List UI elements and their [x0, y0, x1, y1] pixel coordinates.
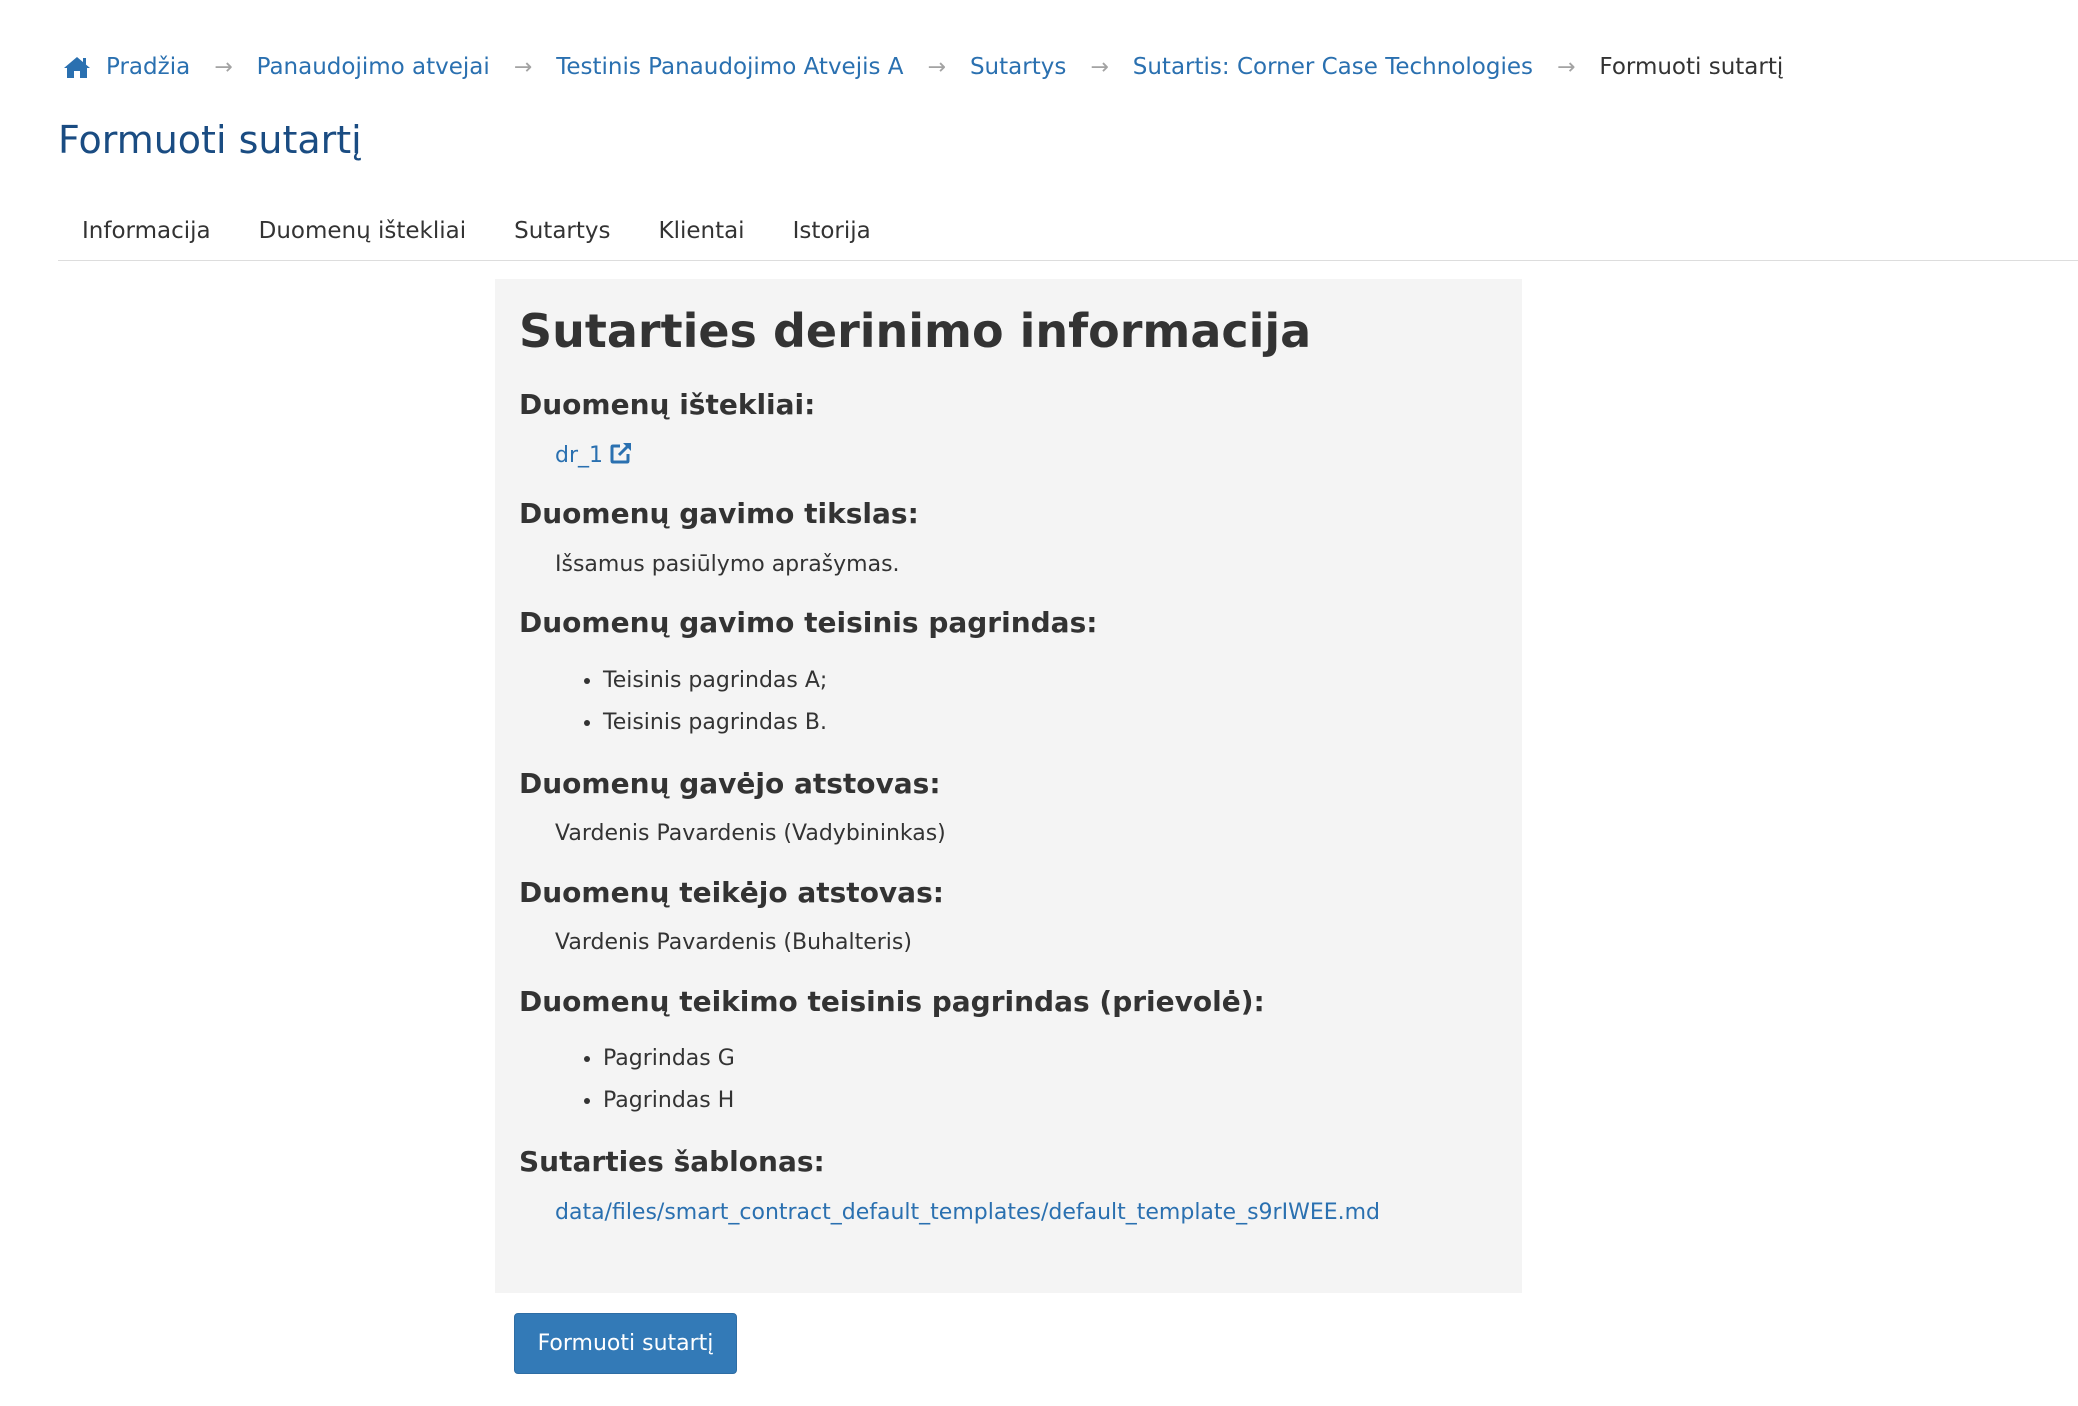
- tab-bar: [58, 204, 2078, 261]
- breadcrumb-use-cases-link[interactable]: Panaudojimo atvejai: [256, 54, 490, 80]
- resource-link[interactable]: [555, 443, 633, 468]
- resource-link-text: dr_1: [555, 442, 604, 468]
- resources-value: [555, 441, 1498, 471]
- contract-info-panel: [495, 279, 1522, 1293]
- breadcrumb-use-case-link[interactable]: Testinis Panaudojimo Atvejis A: [556, 54, 904, 80]
- breadcrumb-separator: →: [214, 54, 233, 80]
- provider-rep-label: Duomenų teikėjo atstovas:: [519, 875, 944, 909]
- tab-clients[interactable]: Klientai: [658, 218, 745, 244]
- breadcrumb-current: Formuoti sutartį: [1599, 54, 1784, 80]
- list-item: • Teisinis pagrindas A;: [603, 660, 1498, 702]
- home-icon[interactable]: [62, 54, 92, 80]
- receiver-rep-label: Duomenų gavėjo atstovas:: [519, 766, 941, 800]
- form-contract-button[interactable]: Formuoti sutartį: [514, 1313, 737, 1374]
- tab-contracts[interactable]: Sutartys: [514, 218, 611, 244]
- page-title: Formuoti sutartį: [58, 118, 362, 162]
- receiver-rep-value: Vardenis Pavardenis (Vadybininkas): [555, 821, 946, 847]
- breadcrumb-contract-link[interactable]: Sutartis: Corner Case Technologies: [1132, 54, 1533, 80]
- list-item: • Teisinis pagrindas B.: [603, 702, 1498, 744]
- resources-label: Duomenų ištekliai:: [519, 387, 816, 421]
- breadcrumb-contracts-link[interactable]: Sutartys: [969, 54, 1067, 80]
- breadcrumb-separator: →: [927, 54, 946, 80]
- tab-information[interactable]: Informacija: [82, 218, 211, 244]
- purpose-label: Duomenų gavimo tikslas:: [519, 497, 919, 531]
- breadcrumb-separator: →: [1556, 54, 1576, 80]
- provision-basis-label: Duomenų teikimo teisinis pagrindas (prievolė):: [519, 984, 1265, 1018]
- panel-title: Sutarties derinimo informacija: [519, 304, 1312, 358]
- purpose-value: Išsamus pasiūlymo aprašymas.: [555, 551, 900, 577]
- breadcrumb: [62, 50, 1783, 84]
- breadcrumb-separator: →: [1090, 54, 1109, 80]
- breadcrumb-home-link[interactable]: Pradžia: [106, 54, 191, 80]
- legal-basis-list: [519, 660, 1498, 744]
- provision-basis-list: [519, 1038, 1498, 1122]
- list-item: • Pagrindas G: [603, 1038, 1498, 1080]
- breadcrumb-separator: →: [513, 54, 533, 80]
- legal-basis-label: Duomenų gavimo teisinis pagrindas:: [519, 606, 1098, 640]
- template-label: Sutarties šablonas:: [519, 1145, 825, 1179]
- list-item: • Pagrindas H: [603, 1080, 1498, 1122]
- template-link[interactable]: data/files/smart_contract_default_templates/default_template_s9rIWEE.md: [555, 1199, 1381, 1225]
- tab-data-resources[interactable]: Duomenų ištekliai: [258, 218, 467, 244]
- template-value: [555, 1199, 1498, 1228]
- tab-history[interactable]: Istorija: [792, 218, 871, 244]
- external-link-icon: [609, 441, 633, 465]
- provider-rep-value: Vardenis Pavardenis (Buhalteris): [555, 930, 912, 956]
